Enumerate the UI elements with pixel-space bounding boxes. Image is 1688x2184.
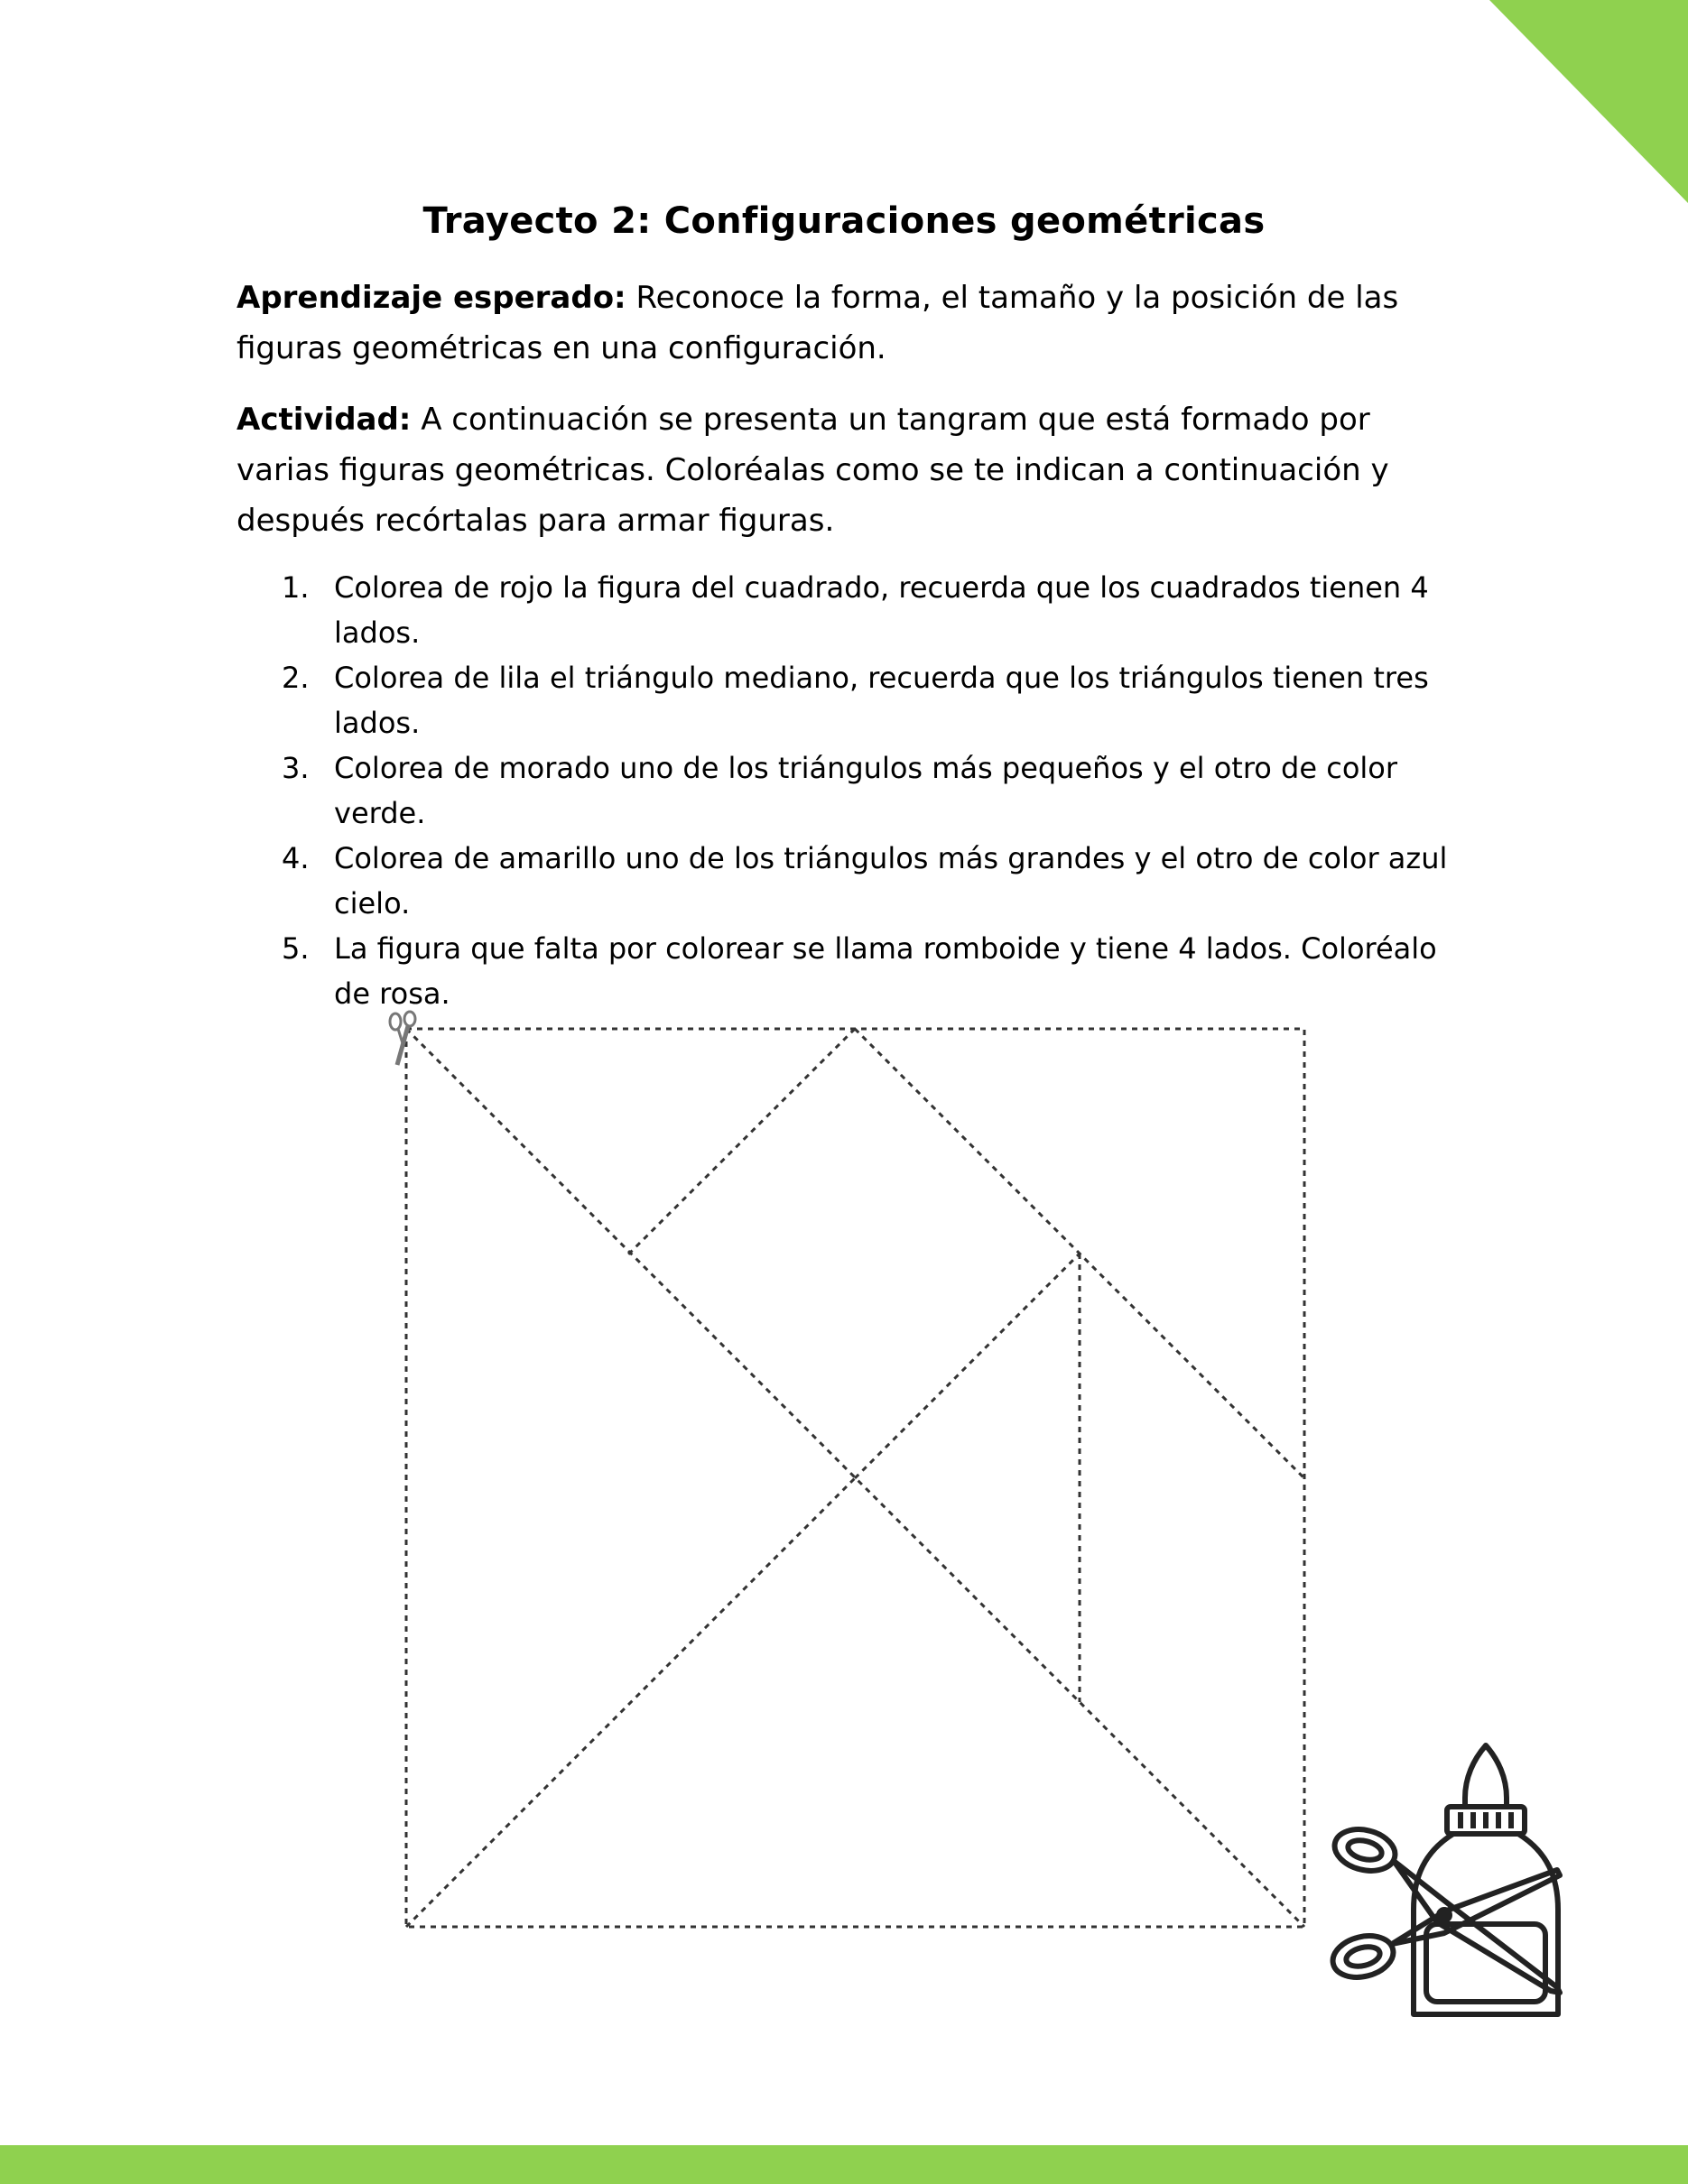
corner-decoration bbox=[1489, 0, 1688, 203]
learning-label: Aprendizaje esperado: bbox=[237, 280, 626, 316]
learning-text: Reconoce la forma, el tamaño y la posición de las figuras geométricas en una configuración. bbox=[237, 280, 1399, 366]
glue-and-scissors-illustration bbox=[1318, 1742, 1580, 2031]
activity-description bbox=[237, 394, 1464, 546]
list-item bbox=[237, 655, 1464, 745]
list-item-number: 3. bbox=[282, 751, 310, 785]
scissors-icon bbox=[390, 1012, 415, 1065]
list-item bbox=[237, 745, 1464, 836]
list-item-text: Colorea de rojo la figura del cuadrado, recuerda que los cuadrados tienen 4 lados. bbox=[334, 570, 1429, 650]
list-item bbox=[237, 836, 1464, 926]
list-item-number: 5. bbox=[282, 931, 310, 966]
list-item-text: Colorea de morado uno de los triángulos más pequeños y el otro de color verde. bbox=[334, 751, 1398, 830]
list-item-text: Colorea de amarillo uno de los triángulos más grandes y el otro de color azul cielo. bbox=[334, 841, 1448, 921]
tangram-cut-line bbox=[626, 1029, 855, 1257]
activity-text: A continuación se presenta un tangram que está formado por varias figuras geométricas. Coloréalas como se te indican a continuación y después recórtalas para armar figuras. bbox=[237, 402, 1389, 539]
instruction-list bbox=[237, 565, 1464, 1016]
tangram-cut-line bbox=[855, 1254, 1080, 1478]
list-item-text: La figura que falta por colorear se llama romboide y tiene 4 lados. Coloréalo de rosa. bbox=[334, 931, 1437, 1011]
footer-bar bbox=[0, 2145, 1688, 2184]
tangram-diagonal-line bbox=[406, 1478, 855, 1927]
list-item-number: 4. bbox=[282, 841, 310, 875]
list-item bbox=[237, 565, 1464, 655]
list-item-number: 1. bbox=[282, 570, 310, 605]
activity-label: Actividad: bbox=[237, 402, 412, 438]
page-title: Trayecto 2: Configuraciones geométricas bbox=[422, 200, 1266, 242]
tangram-figure bbox=[370, 1002, 1318, 1967]
list-item-number: 2. bbox=[282, 661, 310, 695]
scissors-icon bbox=[1329, 1823, 1560, 1993]
list-item-text: Colorea de lila el triángulo mediano, recuerda que los triángulos tienen tres lados. bbox=[334, 661, 1429, 740]
learning-objective bbox=[237, 273, 1464, 374]
